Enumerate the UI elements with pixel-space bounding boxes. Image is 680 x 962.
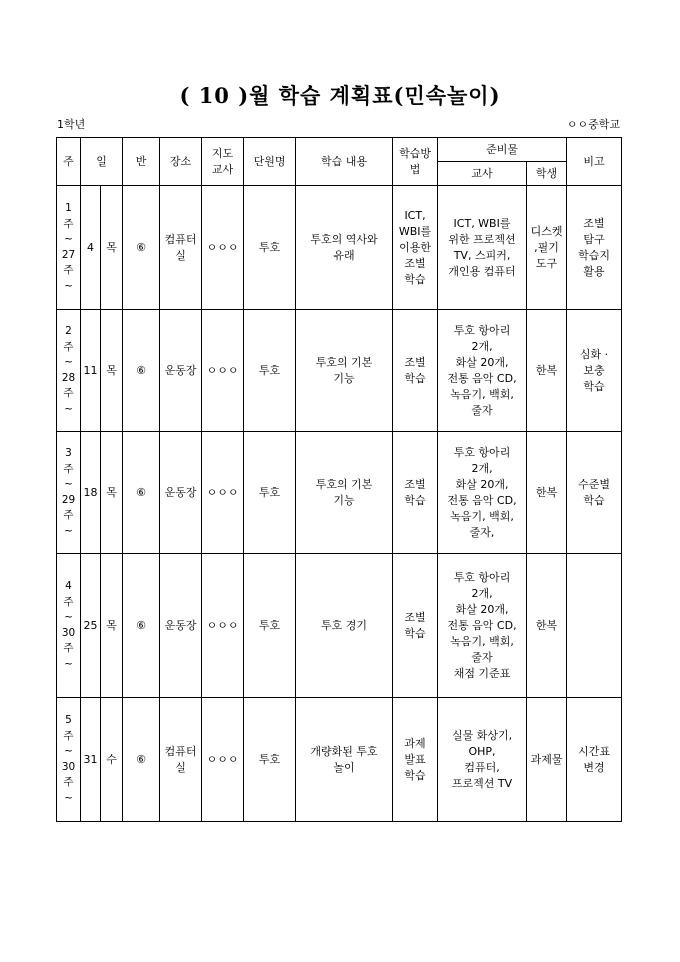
note-cell: 수준별 학습 [567,432,622,554]
place-cell: 운동장 [160,310,202,432]
content-cell: 투호의 기본 기능 [296,310,393,432]
school-name: ㅇㅇ중학교 [566,118,620,131]
date-cell: 25 [81,554,101,698]
method-cell: 조별 학습 [393,310,438,432]
teacher-cell: ㅇㅇㅇ [202,554,244,698]
class-cell: ⑥ [123,698,160,822]
teacher-cell: ㅇㅇㅇ [202,186,244,310]
class-cell: ⑥ [123,554,160,698]
note-cell [567,554,622,698]
header-prep-student: 학생 [527,162,567,186]
content-cell: 투호의 기본 기능 [296,432,393,554]
method-cell: ICT, WBI를 이용한 조별 학습 [393,186,438,310]
page-title: ( 10 )월 학습 계획표(민속놀이) [179,83,501,108]
header-method: 학습방 법 [393,138,438,186]
header-row [57,138,622,162]
header-prep-teacher: 교사 [438,162,527,186]
content-cell: 투호의 역사와 유래 [296,186,393,310]
content-cell: 개량화된 투호 놀이 [296,698,393,822]
place-cell: 운동장 [160,432,202,554]
date-cell: 11 [81,310,101,432]
prep-teacher-cell: 투호 항아리 2개, 화살 20개, 전통 음악 CD, 녹음기, 백회, 줄자 [438,310,527,432]
method-cell: 과제 발표 학습 [393,698,438,822]
table-row [57,554,622,698]
header-place: 장소 [160,138,202,186]
weekday-cell: 수 [101,698,123,822]
unit-cell: 투호 [244,310,296,432]
week-cell: 3 주 ~ 29 주 ~ [57,432,81,554]
weekday-cell: 목 [101,310,123,432]
teacher-cell: ㅇㅇㅇ [202,698,244,822]
table-row [57,698,622,822]
header-note: 비고 [567,138,622,186]
note-cell: 조별 탐구 학습지 활용 [567,186,622,310]
class-cell: ⑥ [123,432,160,554]
week-cell: 5 주 ~ 30 주 ~ [57,698,81,822]
unit-cell: 투호 [244,432,296,554]
header-class: 반 [123,138,160,186]
prep-teacher-cell: ICT, WBI를 위한 프로젝션 TV, 스피커, 개인용 컴퓨터 [438,186,527,310]
header-prep: 준비물 [438,138,567,162]
week-cell: 2 주 ~ 28 주 ~ [57,310,81,432]
place-cell: 컴퓨터 실 [160,186,202,310]
date-cell: 31 [81,698,101,822]
unit-cell: 투호 [244,186,296,310]
method-cell: 조별 학습 [393,432,438,554]
class-cell: ⑥ [123,186,160,310]
prep-student-cell: 한복 [527,310,567,432]
lesson-plan-table [56,137,622,822]
table-row [57,186,622,310]
grade-label: 1학년 [57,118,86,131]
weekday-cell: 목 [101,432,123,554]
unit-cell: 투호 [244,554,296,698]
note-cell: 시간표 변경 [567,698,622,822]
prep-student-cell: 한복 [527,432,567,554]
prep-student-cell: 한복 [527,554,567,698]
date-cell: 4 [81,186,101,310]
prep-teacher-cell: 실물 화상기, OHP, 컴퓨터, 프로젝션 TV [438,698,527,822]
header-teacher: 지도 교사 [202,138,244,186]
prep-student-cell: 디스켓 ,필기 도구 [527,186,567,310]
week-cell: 4 주 ~ 30 주 ~ [57,554,81,698]
note-cell: 심화 · 보충 학습 [567,310,622,432]
weekday-cell: 목 [101,554,123,698]
weekday-cell: 목 [101,186,123,310]
content-cell: 투호 경기 [296,554,393,698]
header-day: 일 [81,138,123,186]
header-content: 학습 내용 [296,138,393,186]
prep-teacher-cell: 투호 항아리 2개, 화살 20개, 전통 음악 CD, 녹음기, 백회, 줄자, [438,432,527,554]
place-cell: 컴퓨터 실 [160,698,202,822]
teacher-cell: ㅇㅇㅇ [202,310,244,432]
table-row [57,432,622,554]
table-row [57,310,622,432]
header-unit: 단원명 [244,138,296,186]
place-cell: 운동장 [160,554,202,698]
teacher-cell: ㅇㅇㅇ [202,432,244,554]
prep-student-cell: 과제물 [527,698,567,822]
class-cell: ⑥ [123,310,160,432]
unit-cell: 투호 [244,698,296,822]
method-cell: 조별 학습 [393,554,438,698]
date-cell: 18 [81,432,101,554]
week-cell: 1 주 ~ 27 주 ~ [57,186,81,310]
header-week: 주 [57,138,81,186]
prep-teacher-cell: 투호 항아리 2개, 화살 20개, 전통 음악 CD, 녹음기, 백회, 줄자 채점 기준표 [438,554,527,698]
